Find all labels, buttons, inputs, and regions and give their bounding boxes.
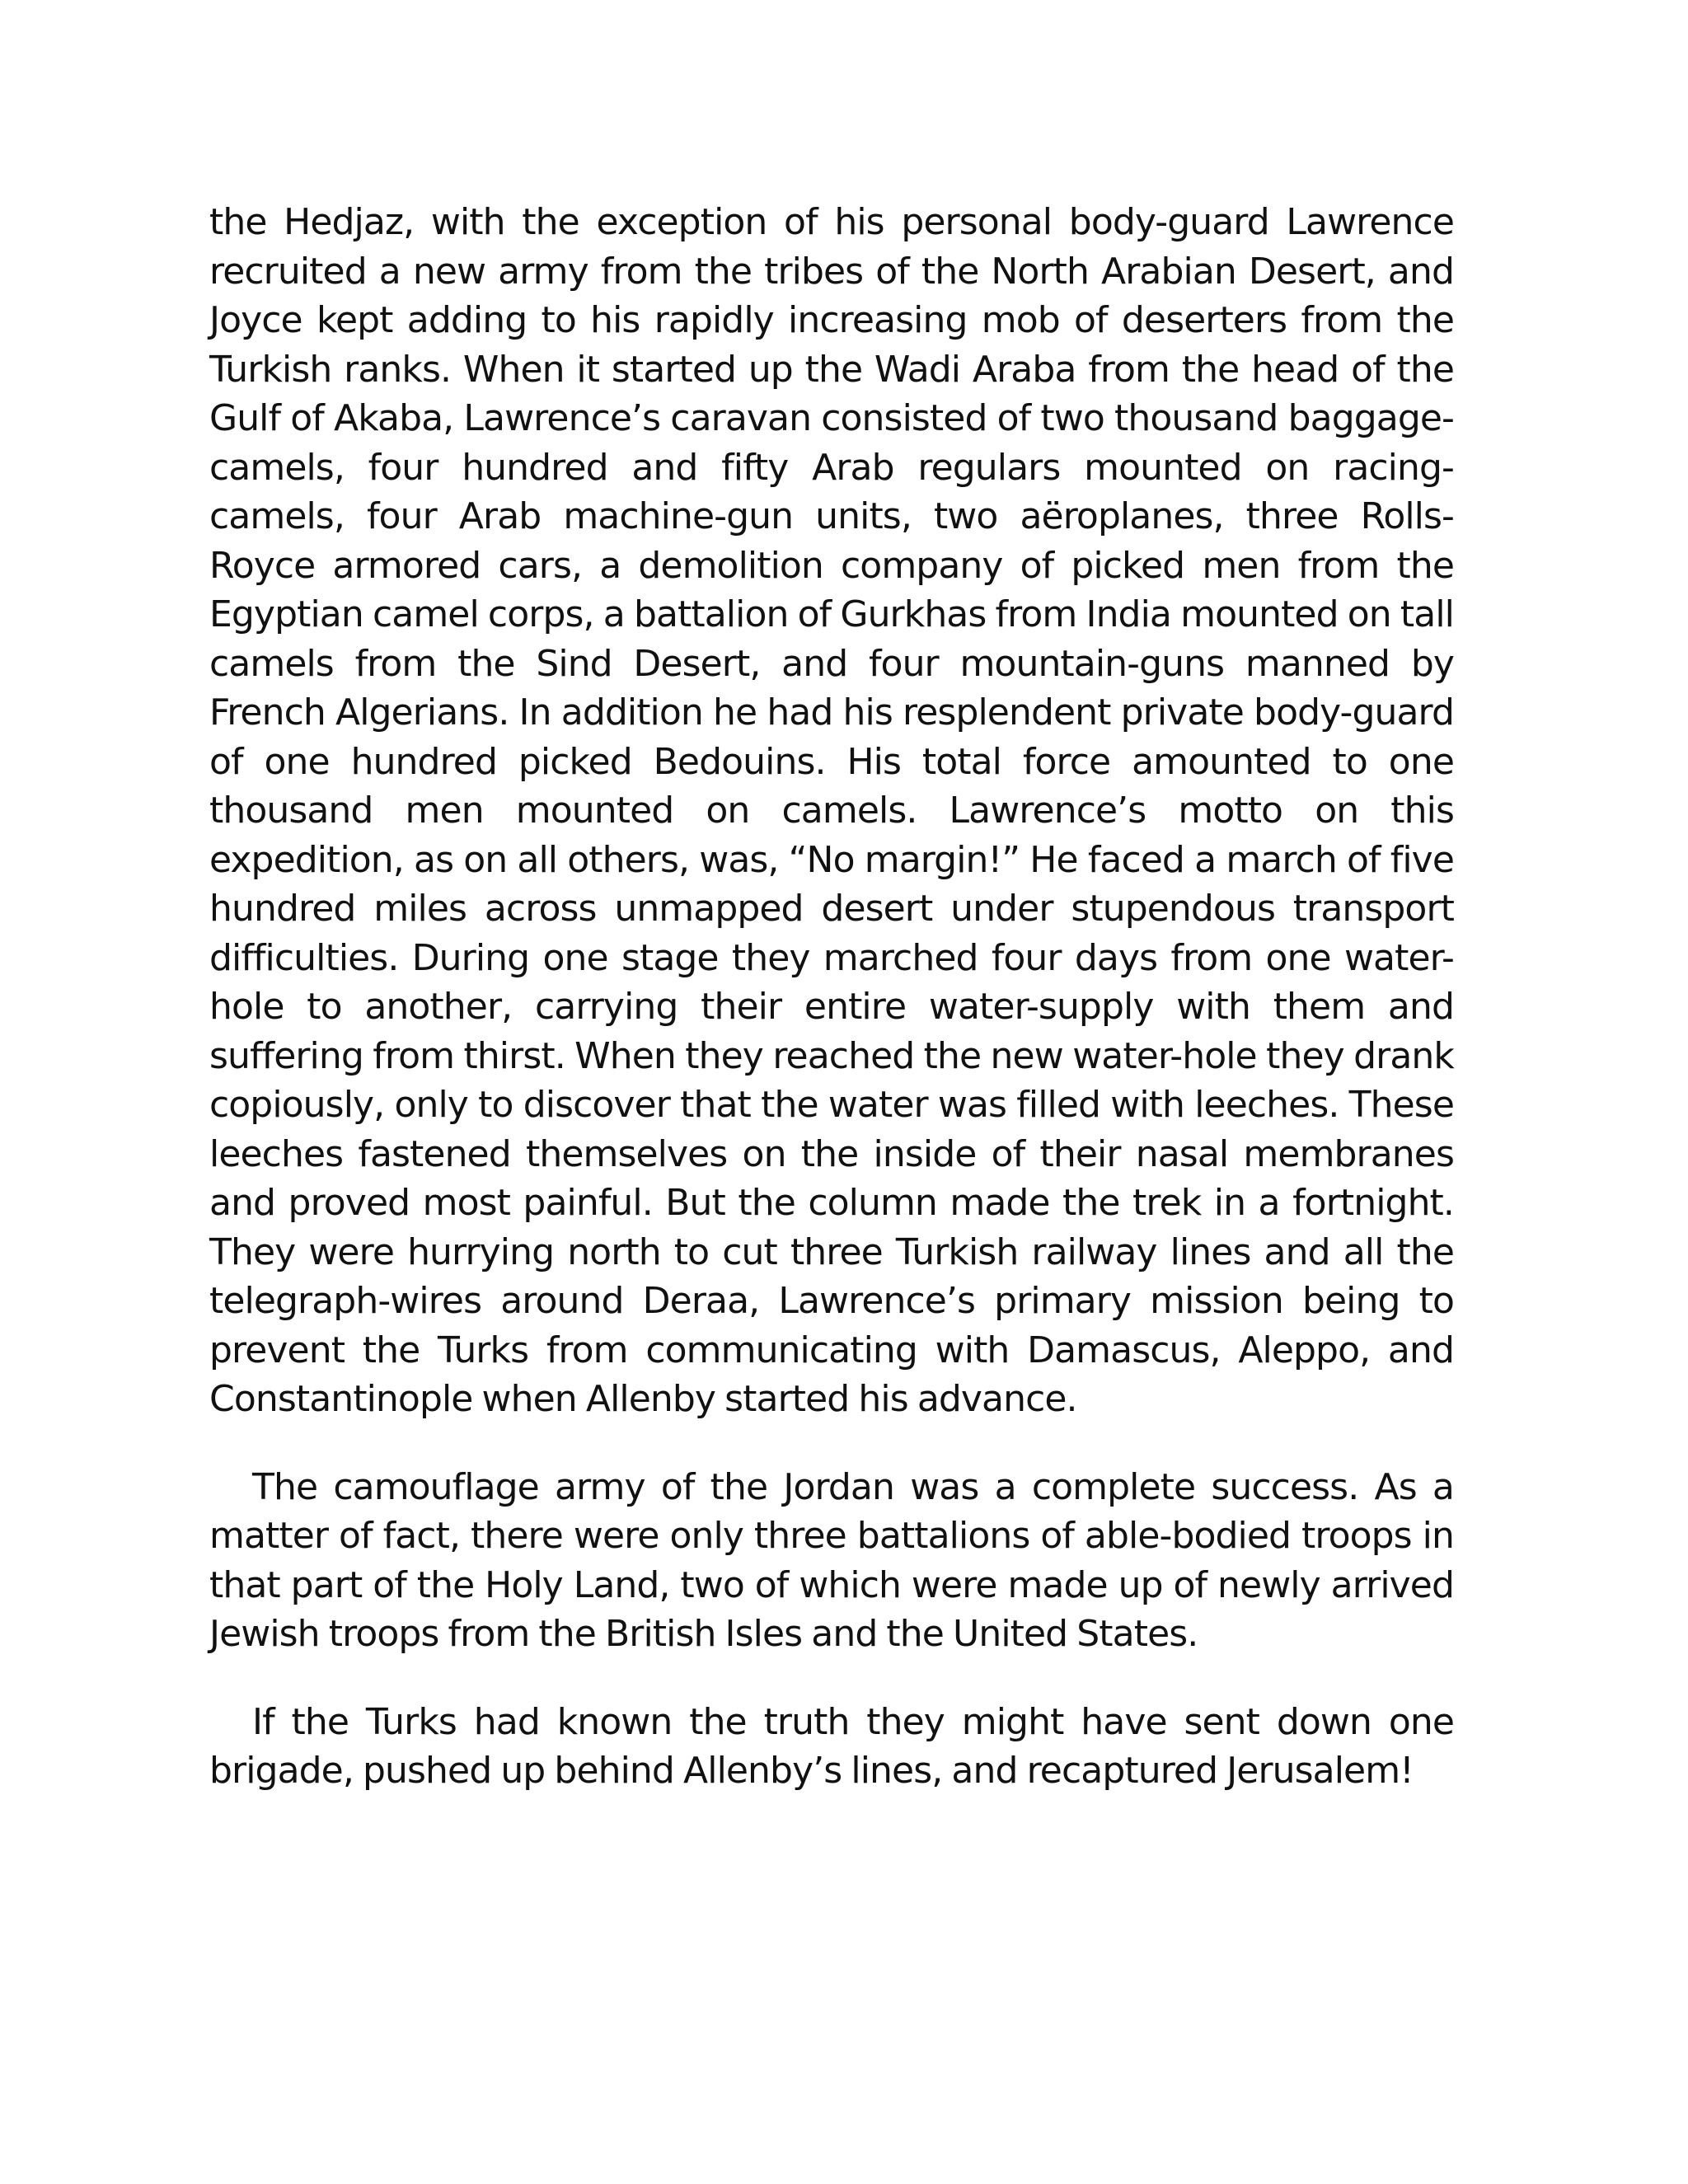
page-body: [209, 198, 1454, 1796]
paragraph-2: The camouflage army of the Jordan was a complete success. As a matter of fact, there were only three battalions of able-bodied troops in that part of the Holy Land, two of which were made up of newly arrived Jewish troops from the British Isles and the United States.: [209, 1465, 1454, 1655]
paragraph-1: the Hedjaz, with the exception of his personal body-guard Lawrence recruited a new army from the tribes of the North Arabian Desert, and Joyce kept adding to his rapidly increasing mob of deserters from the Turkish ranks. When it started up the Wadi Araba from the head of the Gulf of Akaba, Lawrence’s caravan consisted of two thousand baggage-camels, four hundred and fifty Arab regulars mounted on racing-camels, four Arab machine-gun units, two aëroplanes, three Rolls-Royce armored cars, a demolition company of picked men from the Egyptian camel corps, a battalion of Gurkhas from India mounted on tall camels from the Sind Desert, and four mountain-guns manned by French Algerians. In addition he had his resplendent private body-guard of one hundred picked Bedouins. His total force amounted to one thousand men mounted on camels. Lawrence’s motto on this expedition, as on all others, was, “No margin!” He faced a march of five hundred miles across unmapped desert under stupendous transport difficulties. During one stage they marched four days from one water-hole to another, carrying their entire water-supply with them and suffering from thirst. When they reached the new water-hole they drank copiously, only to discover that the water was filled with leeches. These leeches fastened themselves on the inside of their nasal membranes and proved most painful. But the column made the trek in a fortnight. They were hurrying north to cut three Turkish railway lines and all the telegraph-wires around Deraa, Lawrence’s primary mission being to prevent the Turks from communicating with Damascus, Aleppo, and Constantinople when Allenby started his advance.: [209, 201, 1454, 1420]
paragraph-3: If the Turks had known the truth they might have sent down one brigade, pushed up behind Allenby’s lines, and recaptured Jerusalem!: [209, 1700, 1454, 1792]
